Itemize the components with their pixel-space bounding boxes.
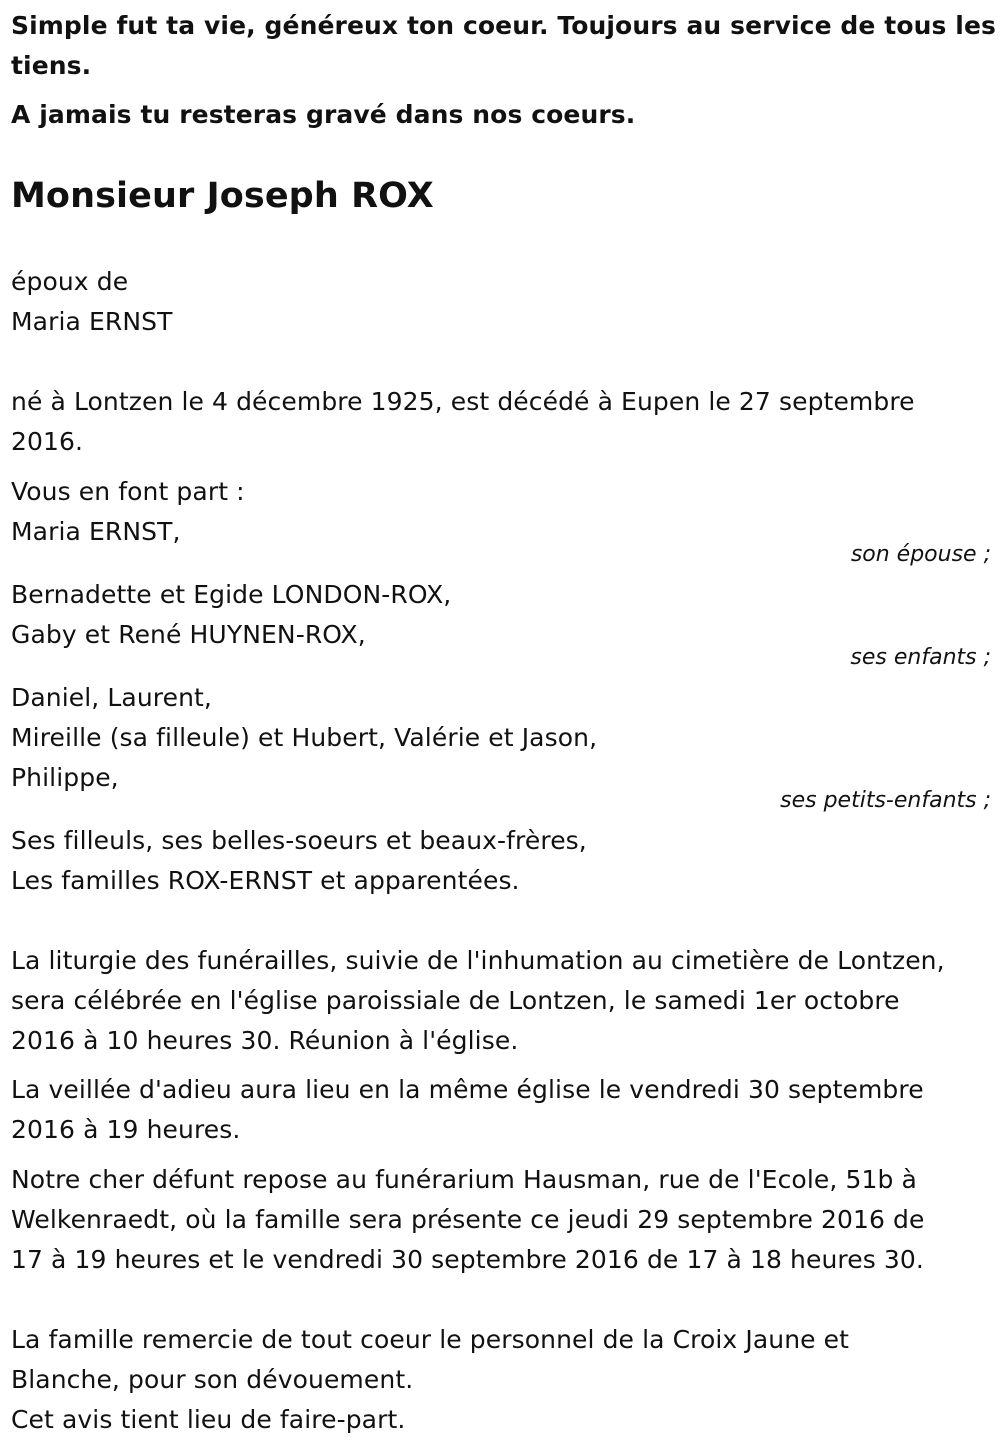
announcer-name: Philippe, (11, 763, 119, 792)
announcer-name: Bernadette et Egide LONDON-ROX, (11, 580, 452, 609)
rest-line: Welkenraedt, où la famille sera présente ce jeudi 29 septembre 2016 de (11, 1205, 925, 1234)
announcers-intro: Vous en font part : (11, 477, 245, 506)
announcer-role: son épouse ; (850, 542, 991, 567)
announcer-name: Maria ERNST, (11, 517, 181, 546)
epitaph-line: tiens. (11, 51, 92, 80)
announcer-other-line: Ses filleuls, ses belles-soeurs et beaux-frères, (11, 826, 587, 855)
vigil-line: La veillée d'adieu aura lieu en la même église le vendredi 30 septembre (11, 1075, 924, 1104)
liturgy-line: 2016 à 10 heures 30. Réunion à l'église. (11, 1026, 519, 1055)
announcer-name: Gaby et René HUYNEN-ROX, (11, 620, 366, 649)
epitaph-line: A jamais tu resteras gravé dans nos coeurs. (11, 100, 636, 129)
spouse-intro: époux de (11, 267, 129, 296)
rest-line: Notre cher défunt repose au funérarium Hausman, rue de l'Ecole, 51b à (11, 1165, 917, 1194)
vigil-line: 2016 à 19 heures. (11, 1115, 241, 1144)
announcer-role: ses enfants ; (850, 645, 991, 670)
announcer-name: Daniel, Laurent, (11, 683, 212, 712)
thanks-line: Blanche, pour son dévouement. (11, 1365, 414, 1394)
deceased-name: Monsieur Joseph ROX (11, 176, 434, 216)
thanks-line: La famille remercie de tout coeur le personnel de la Croix Jaune et (11, 1325, 850, 1354)
obituary-notice (11, 0, 996, 1455)
thanks-line: Cet avis tient lieu de faire-part. (11, 1405, 406, 1434)
announcer-name: Mireille (sa filleule) et Hubert, Valérie et Jason, (11, 723, 598, 752)
birth-death-line: né à Lontzen le 4 décembre 1925, est décédé à Eupen le 27 septembre (11, 387, 915, 416)
liturgy-line: La liturgie des funérailles, suivie de l'inhumation au cimetière de Lontzen, (11, 946, 945, 975)
liturgy-line: sera célébrée en l'église paroissiale de Lontzen, le samedi 1er octobre (11, 986, 900, 1015)
birth-death-line: 2016. (11, 427, 84, 456)
announcer-other-line: Les familles ROX-ERNST et apparentées. (11, 866, 520, 895)
spouse-name: Maria ERNST (11, 307, 173, 336)
epitaph-line: Simple fut ta vie, généreux ton coeur. Toujours au service de tous les (11, 11, 996, 40)
announcer-role: ses petits-enfants ; (780, 788, 991, 813)
rest-line: 17 à 19 heures et le vendredi 30 septembre 2016 de 17 à 18 heures 30. (11, 1245, 924, 1274)
